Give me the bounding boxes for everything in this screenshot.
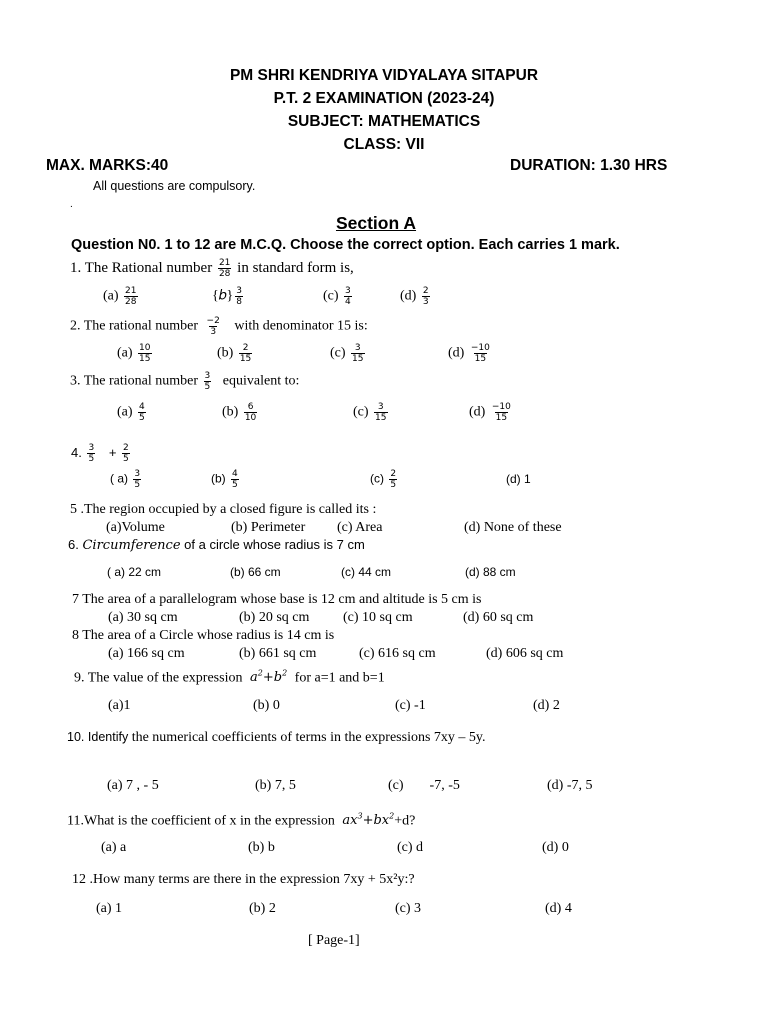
q7-option-b[interactable]: (b) 20 sq cm <box>239 610 310 625</box>
q10-option-c[interactable]: (c) -7, -5 <box>388 778 460 793</box>
q9-option-d[interactable]: (d) 2 <box>533 698 560 713</box>
q2-option-a[interactable]: (a) $\frac{10}{15}$ <box>117 343 151 364</box>
q7-option-c[interactable]: (c) 10 sq cm <box>343 610 413 625</box>
q8-option-d[interactable]: (d) 606 sq cm <box>486 646 564 661</box>
q8-option-c[interactable]: (c) 616 sq cm <box>359 646 436 661</box>
q4-option-c[interactable]: (c) $\frac{2}{5}$ <box>370 469 397 490</box>
q5-option-a[interactable]: (a)Volume <box>106 520 165 535</box>
question-11: 11.What is the coefficient of x in the expression $ax^3+bx^2+d$? <box>67 812 416 829</box>
general-instruction: All questions are compulsory. <box>93 179 256 193</box>
school-name: PM SHRI KENDRIYA VIDYALAYA SITAPUR <box>229 67 539 84</box>
max-marks: MAX. MARKS:40 <box>46 157 169 174</box>
q11-option-c[interactable]: (c) d <box>397 840 424 855</box>
q7-option-a[interactable]: (a) 30 sq cm <box>108 610 178 625</box>
q1-option-b[interactable]: {𝑏} $\frac{3}{8}$ <box>212 286 242 307</box>
q10-option-b[interactable]: (b) 7, 5 <box>255 778 296 793</box>
q9-option-c[interactable]: (c) -1 <box>395 698 426 713</box>
q3-option-c[interactable]: (c) $\frac{3}{15}$ <box>353 402 387 423</box>
q6-option-a[interactable]: ( a) 22 cm <box>107 565 162 579</box>
q5-option-c[interactable]: (c) Area <box>337 520 383 535</box>
duration: DURATION: 1.30 HRS <box>510 157 668 174</box>
q11-option-d[interactable]: (d) 0 <box>542 840 569 855</box>
section-instruction: Question N0. 1 to 12 are M.C.Q. Choose the correct option. Each carries 1 mark. <box>71 237 620 253</box>
q2-option-c[interactable]: (c) $\frac{3}{15}$ <box>330 343 364 364</box>
q8-option-b[interactable]: (b) 661 sq cm <box>239 646 317 661</box>
class-title: CLASS: VII <box>343 136 425 153</box>
q7-option-d[interactable]: (d) 60 sq cm <box>463 610 534 625</box>
question-10: 10. Identify the numerical coefficients of terms in the expressions 7xy – 5y. <box>67 730 486 745</box>
exam-title: P.T. 2 EXAMINATION (2023-24) <box>273 90 495 107</box>
subject-title: SUBJECT: MATHEMATICS <box>287 113 481 130</box>
q9-option-a[interactable]: (a)1 <box>108 698 131 713</box>
question-9: 9. The value of the expression $a^2+b^2$ for a=1 and b=1 <box>74 669 385 686</box>
q10-option-a[interactable]: (a) 7 , - 5 <box>107 778 159 793</box>
question-2: 2. The rational number $\frac{-2}{3}$ with denominator 15 is: <box>70 316 368 337</box>
q2-option-d[interactable]: (d) $\frac{-10}{15}$ <box>448 343 490 364</box>
section-title: Section A <box>335 213 417 233</box>
q4-option-a[interactable]: ( a) $\frac{3}{5}$ <box>110 469 141 490</box>
q6-option-b[interactable]: (b) 66 cm <box>230 565 281 579</box>
q3-option-a[interactable]: (a) $\frac{4}{5}$ <box>117 402 145 423</box>
q12-option-b[interactable]: (b) 2 <box>249 901 276 916</box>
question-3: 3. The rational number $\frac{3}{5}$ equivalent to: <box>70 371 300 392</box>
q12-option-c[interactable]: (c) 3 <box>395 901 422 916</box>
page-number: [ Page-1] <box>308 933 360 948</box>
q3-option-b[interactable]: (b) $\frac{6}{10}$ <box>222 402 257 423</box>
question-4: 4. $\frac{3}{5}$ + $\frac{2}{5}$ <box>71 443 129 464</box>
q11-option-b[interactable]: (b) b <box>248 840 275 855</box>
q11-option-a[interactable]: (a) a <box>101 840 127 855</box>
expression-a2-plus-b2: $a^2+b^2$ <box>249 669 288 686</box>
q1-option-c[interactable]: (c) $\frac{3}{4}$ <box>323 286 351 307</box>
q6-option-d[interactable]: (d) 88 cm <box>465 565 516 579</box>
q2-option-b[interactable]: (b) $\frac{2}{15}$ <box>217 343 252 364</box>
q6-option-c[interactable]: (c) 44 cm <box>341 565 392 579</box>
question-12: 12 .How many terms are there in the expression 7xy + 5x²y:? <box>72 872 415 887</box>
q10-option-d[interactable]: (d) -7, 5 <box>547 778 593 793</box>
q12-option-d[interactable]: (d) 4 <box>545 901 572 916</box>
question-1: 1. The Rational number $\frac{21}{28}$ in standard form is, <box>70 258 354 279</box>
question-7: 7 The area of a parallelogram whose base is 12 cm and altitude is 5 cm is <box>72 592 482 607</box>
q1-option-d[interactable]: (d) $\frac{2}{3}$ <box>400 286 429 307</box>
q9-option-b[interactable]: (b) 0 <box>253 698 280 713</box>
q3-option-d[interactable]: (d) $\frac{-10}{15}$ <box>469 402 511 423</box>
q4-option-b[interactable]: (b) $\frac{4}{5}$ <box>211 469 238 490</box>
question-8: 8 The area of a Circle whose radius is 14 cm is <box>72 628 335 643</box>
question-5: 5 .The region occupied by a closed figure is called its : <box>70 502 377 517</box>
q12-option-a[interactable]: (a) 1 <box>96 901 123 916</box>
stray-dot: . <box>70 199 73 210</box>
q5-option-b[interactable]: (b) Perimeter <box>231 520 306 535</box>
q4-option-d[interactable]: (d) 1 <box>506 472 531 486</box>
q1-option-a[interactable]: (a) $\frac{21}{28}$ <box>103 286 137 307</box>
q8-option-a[interactable]: (a) 166 sq cm <box>108 646 185 661</box>
expression-ax3-bx2: $ax^3+bx^2$ <box>342 812 395 829</box>
q5-option-d[interactable]: (d) None of these <box>464 520 562 535</box>
question-6: 6. Circumference of a circle whose radius is 7 cm <box>68 537 365 553</box>
